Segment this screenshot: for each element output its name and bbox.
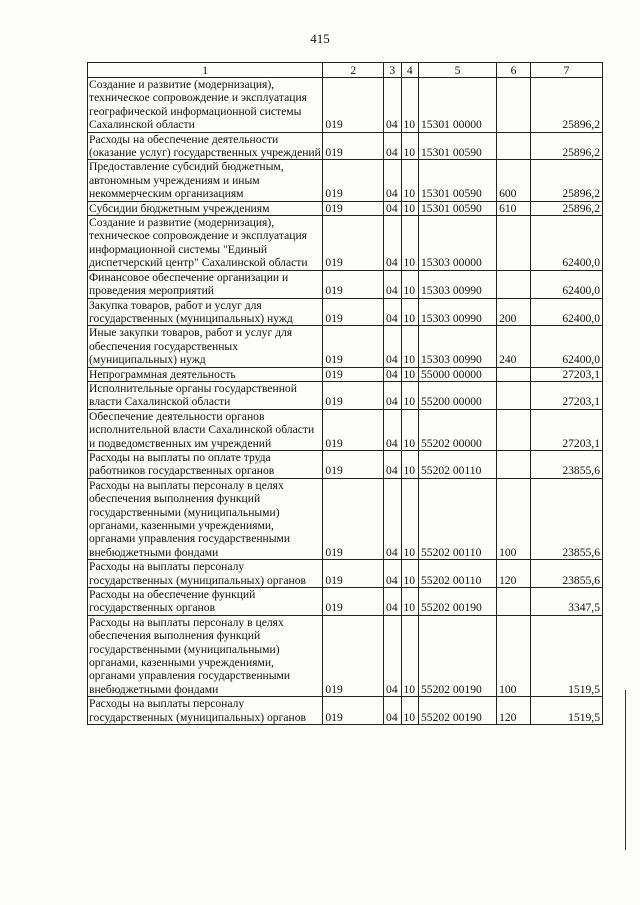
row-section: 04 [384, 160, 401, 201]
row-subsection: 10 [401, 216, 418, 271]
table-row [88, 201, 603, 215]
row-section: 04 [384, 560, 401, 588]
row-ministry: 019 [323, 160, 384, 201]
table-row [88, 450, 603, 478]
row-ministry: 019 [323, 697, 384, 725]
row-subsection: 10 [401, 381, 418, 409]
row-ministry: 019 [323, 78, 384, 133]
row-section: 04 [384, 588, 401, 616]
row-amount: 62400,0 [531, 216, 603, 271]
row-amount: 23855,6 [531, 450, 603, 478]
row-expense [497, 588, 531, 616]
row-section: 04 [384, 270, 401, 298]
row-amount: 27203,1 [531, 367, 603, 381]
row-name: Иные закупки товаров, работ и услуг для обеспечения государственных (муниципальных) нужд [88, 326, 323, 367]
row-amount: 25896,2 [531, 201, 603, 215]
row-target: 15303 00990 [418, 326, 496, 367]
row-target: 55200 00000 [418, 381, 496, 409]
row-expense: 120 [497, 560, 531, 588]
row-ministry: 019 [323, 367, 384, 381]
table-row [88, 298, 603, 326]
row-name: Закупка товаров, работ и услуг для государственных (муниципальных) нужд [88, 298, 323, 326]
row-ministry: 019 [323, 216, 384, 271]
row-ministry: 019 [323, 132, 384, 160]
row-target: 55202 00190 [418, 588, 496, 616]
row-target: 15301 00590 [418, 160, 496, 201]
row-subsection: 10 [401, 697, 418, 725]
row-ministry: 019 [323, 588, 384, 616]
row-amount: 62400,0 [531, 326, 603, 367]
row-expense: 600 [497, 160, 531, 201]
row-section: 04 [384, 216, 401, 271]
row-target: 15303 00990 [418, 270, 496, 298]
row-section: 04 [384, 367, 401, 381]
table-row [88, 216, 603, 271]
row-amount: 1519,5 [531, 615, 603, 696]
table-row [88, 588, 603, 616]
row-ministry: 019 [323, 615, 384, 696]
row-subsection: 10 [401, 478, 418, 559]
row-amount: 23855,6 [531, 560, 603, 588]
row-section: 04 [384, 132, 401, 160]
row-amount: 27203,1 [531, 409, 603, 450]
row-ministry: 019 [323, 298, 384, 326]
table-row [88, 478, 603, 559]
row-name: Расходы на обеспечение деятельности (оказание услуг) государственных учреждений [88, 132, 323, 160]
header-cell-subsection: 4 [401, 63, 418, 78]
row-target: 55202 00110 [418, 478, 496, 559]
row-section: 04 [384, 201, 401, 215]
row-amount: 23855,6 [531, 478, 603, 559]
scan-edge-line [625, 690, 626, 850]
row-target: 55202 00190 [418, 615, 496, 696]
row-subsection: 10 [401, 298, 418, 326]
row-ministry: 019 [323, 450, 384, 478]
row-name: Непрограммная деятельность [88, 367, 323, 381]
row-subsection: 10 [401, 409, 418, 450]
row-expense: 610 [497, 201, 531, 215]
row-amount: 27203,1 [531, 381, 603, 409]
row-section: 04 [384, 78, 401, 133]
row-ministry: 019 [323, 560, 384, 588]
row-name: Расходы на обеспечение функций государственных органов [88, 588, 323, 616]
row-subsection: 10 [401, 78, 418, 133]
row-target: 15301 00000 [418, 78, 496, 133]
row-amount: 25896,2 [531, 78, 603, 133]
header-cell-amount: 7 [531, 63, 603, 78]
row-amount: 62400,0 [531, 298, 603, 326]
row-expense [497, 409, 531, 450]
row-target: 15303 00000 [418, 216, 496, 271]
row-name: Расходы на выплаты по оплате труда работников государственных органов [88, 450, 323, 478]
row-name: Расходы на выплаты персоналу в целях обеспечения выполнения функций государственными (муниципальными) органами, казенными учреждениями, органами управления государственными внебюджетными фондами [88, 478, 323, 559]
table-row [88, 381, 603, 409]
budget-table [87, 62, 603, 725]
table-row [88, 560, 603, 588]
row-ministry: 019 [323, 409, 384, 450]
row-amount: 25896,2 [531, 160, 603, 201]
row-expense [497, 381, 531, 409]
row-section: 04 [384, 450, 401, 478]
row-section: 04 [384, 409, 401, 450]
row-target: 55000 00000 [418, 367, 496, 381]
row-target: 15301 00590 [418, 132, 496, 160]
row-expense [497, 270, 531, 298]
table-row [88, 270, 603, 298]
row-subsection: 10 [401, 588, 418, 616]
row-subsection: 10 [401, 326, 418, 367]
row-target: 15301 00590 [418, 201, 496, 215]
row-expense [497, 78, 531, 133]
header-cell-ministry: 2 [323, 63, 384, 78]
table-row [88, 697, 603, 725]
row-subsection: 10 [401, 132, 418, 160]
header-cell-target: 5 [418, 63, 496, 78]
row-amount: 3347,5 [531, 588, 603, 616]
row-section: 04 [384, 326, 401, 367]
row-section: 04 [384, 697, 401, 725]
table-row [88, 160, 603, 201]
header-cell-expense: 6 [497, 63, 531, 78]
row-subsection: 10 [401, 560, 418, 588]
header-cell-section: 3 [384, 63, 401, 78]
row-amount: 62400,0 [531, 270, 603, 298]
row-subsection: 10 [401, 450, 418, 478]
row-subsection: 10 [401, 270, 418, 298]
row-subsection: 10 [401, 160, 418, 201]
table-body [88, 78, 603, 725]
row-section: 04 [384, 381, 401, 409]
row-expense: 100 [497, 478, 531, 559]
row-target: 15303 00990 [418, 298, 496, 326]
page-number: 415 [310, 31, 330, 46]
row-subsection: 10 [401, 615, 418, 696]
row-name: Субсидии бюджетным учреждениям [88, 201, 323, 215]
row-amount: 1519,5 [531, 697, 603, 725]
table-row [88, 409, 603, 450]
row-expense: 200 [497, 298, 531, 326]
table-row [88, 326, 603, 367]
row-target: 55202 00190 [418, 697, 496, 725]
row-subsection: 10 [401, 367, 418, 381]
row-name: Расходы на выплаты персоналу в целях обеспечения выполнения функций государственными (муниципальными) органами, казенными учреждениями, органами управления государственными внебюджетными фондами [88, 615, 323, 696]
row-name: Расходы на выплаты персоналу государственных (муниципальных) органов [88, 560, 323, 588]
table-row [88, 78, 603, 133]
row-expense [497, 367, 531, 381]
row-target: 55202 00110 [418, 560, 496, 588]
row-expense [497, 450, 531, 478]
row-target: 55202 00000 [418, 409, 496, 450]
row-name: Создание и развитие (модернизация), техническое сопровождение и эксплуатация информационной системы "Единый диспетчерский центр" Сахалинской области [88, 216, 323, 271]
header-row [88, 63, 603, 78]
row-section: 04 [384, 478, 401, 559]
row-ministry: 019 [323, 270, 384, 298]
row-name: Исполнительные органы государственной власти Сахалинской области [88, 381, 323, 409]
row-name: Создание и развитие (модернизация), техническое сопровождение и эксплуатация географической информационной системы Сахалинской области [88, 78, 323, 133]
row-subsection: 10 [401, 201, 418, 215]
table-row [88, 367, 603, 381]
row-expense: 100 [497, 615, 531, 696]
row-expense: 120 [497, 697, 531, 725]
row-expense: 240 [497, 326, 531, 367]
row-section: 04 [384, 298, 401, 326]
row-ministry: 019 [323, 478, 384, 559]
header-cell-name: 1 [88, 63, 323, 78]
row-name: Финансовое обеспечение организации и проведения мероприятий [88, 270, 323, 298]
row-amount: 25896,2 [531, 132, 603, 160]
table-row [88, 132, 603, 160]
row-name: Расходы на выплаты персоналу государственных (муниципальных) органов [88, 697, 323, 725]
row-ministry: 019 [323, 201, 384, 215]
row-name: Предоставление субсидий бюджетным, автономным учреждениям и иным некоммерческим организациям [88, 160, 323, 201]
row-section: 04 [384, 615, 401, 696]
row-ministry: 019 [323, 381, 384, 409]
row-name: Обеспечение деятельности органов исполнительной власти Сахалинской области и подведомственных им учреждений [88, 409, 323, 450]
row-target: 55202 00110 [418, 450, 496, 478]
row-expense [497, 216, 531, 271]
row-ministry: 019 [323, 326, 384, 367]
table-row [88, 615, 603, 696]
row-expense [497, 132, 531, 160]
